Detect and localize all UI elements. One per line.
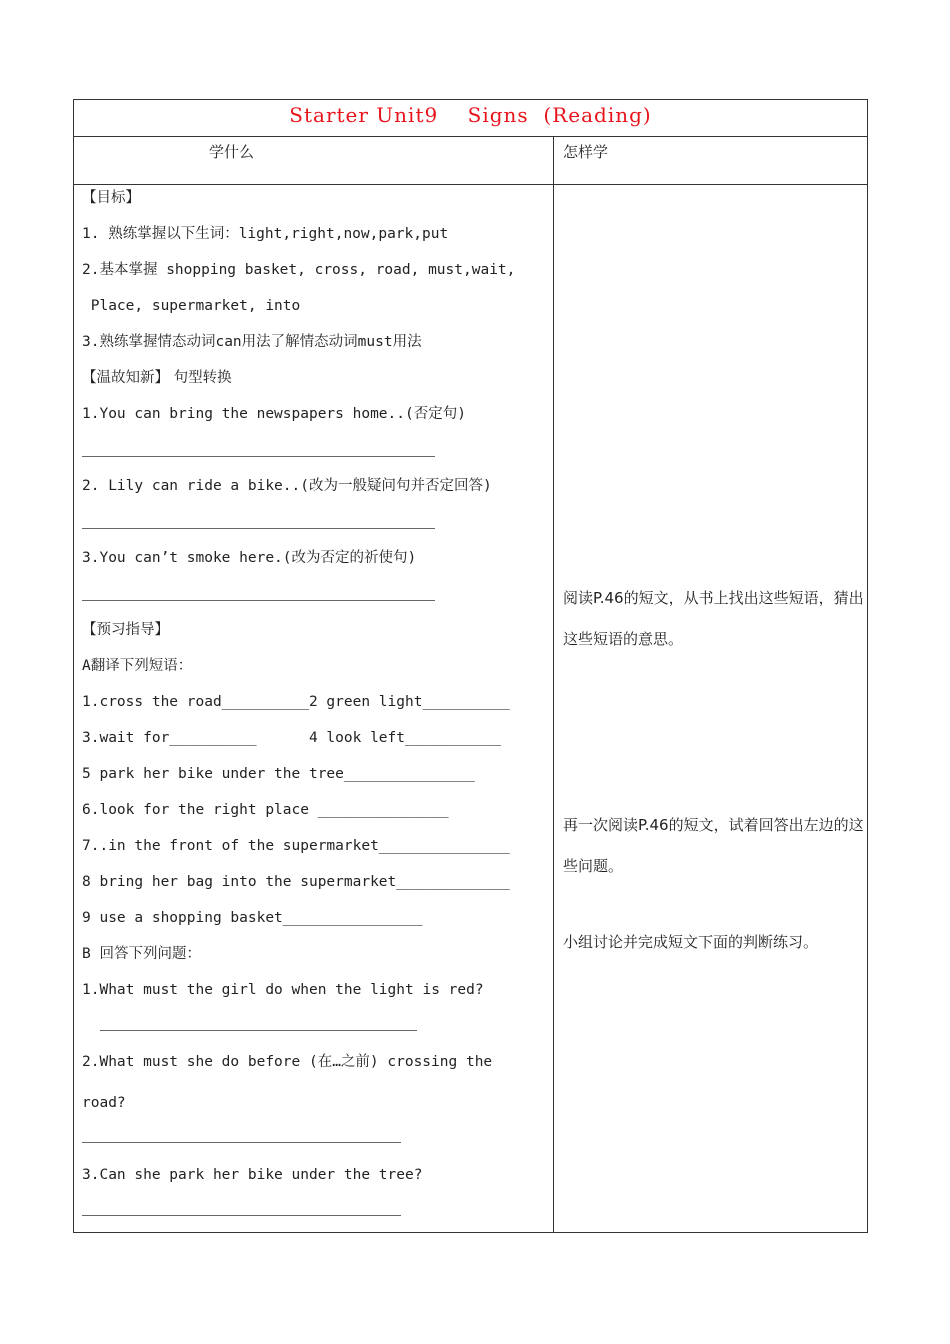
goal-item-2-cont: Place, supermarket, into (82, 298, 301, 314)
phrase-row-4: 6.look for the right place _______________ (82, 802, 449, 818)
how-note-1: 阅读P.46的短文，从书上找出这些短语，猜出这些短语的意思。 (563, 589, 864, 648)
column-header-how: 怎样学 (563, 143, 609, 161)
goal-item-1: 1. 熟练掌握以下生词：light,right,now,park,put (82, 226, 449, 242)
question-1: 1.What must the girl do when the light is red? (82, 982, 484, 998)
phrase-row-7: 9 use a shopping basket________________ (82, 910, 423, 926)
answer-line (100, 1030, 417, 1031)
answer-line (82, 1142, 401, 1143)
answer-line (82, 528, 435, 529)
phrase-row-6: 8 bring her bag into the supermarket_____________ (82, 874, 510, 890)
answer-line (82, 600, 435, 601)
goal-heading: 【目标】 (82, 190, 140, 206)
phrase-row-2: 3.wait for__________ 4 look left___________ (82, 730, 502, 746)
answer-line (82, 456, 435, 457)
section-b-heading: B 回答下列问题： (82, 946, 201, 962)
goal-item-3: 3.熟练掌握情态动词can用法了解情态动词must用法 (82, 334, 422, 350)
review-item-3: 3.You can’t smoke here.(改为否定的祈使句) (82, 550, 417, 566)
phrase-row-5: 7..in the front of the supermarket_______________ (82, 838, 510, 854)
review-item-2: 2. Lily can ride a bike..(改为一般疑问句并否定回答) (82, 478, 492, 494)
review-heading: 【温故知新】 句型转换 (82, 370, 232, 386)
preview-heading: 【预习指导】 (82, 622, 169, 638)
answer-line (82, 1215, 401, 1216)
how-note-2: 再一次阅读P.46的短文，试着回答出左边的这些问题。 (563, 816, 864, 875)
question-3: 3.Can she park her bike under the tree? (82, 1167, 423, 1183)
header-row (74, 137, 867, 185)
phrase-row-3: 5 park her bike under the tree_______________ (82, 766, 475, 782)
worksheet-table (73, 99, 868, 1233)
phrase-row-1: 1.cross the road__________2 green light__________ (82, 694, 510, 710)
page-title: Starter Unit9 Signs (Reading) (289, 103, 652, 127)
review-item-1: 1.You can bring the newspapers home..(否定句) (82, 406, 466, 422)
question-2-cont: road? (82, 1095, 126, 1111)
column-header-what: 学什么 (209, 143, 255, 161)
section-a-heading: A翻译下列短语： (82, 658, 193, 674)
title-row (74, 100, 867, 137)
column-divider (553, 137, 554, 1233)
how-note-3: 小组讨论并完成短文下面的判断练习。 (563, 933, 819, 951)
goal-item-2: 2.基本掌握 shopping basket, cross, road, must,wait, (82, 262, 516, 278)
question-2: 2.What must she do before (在…之前) crossing the (82, 1054, 493, 1070)
